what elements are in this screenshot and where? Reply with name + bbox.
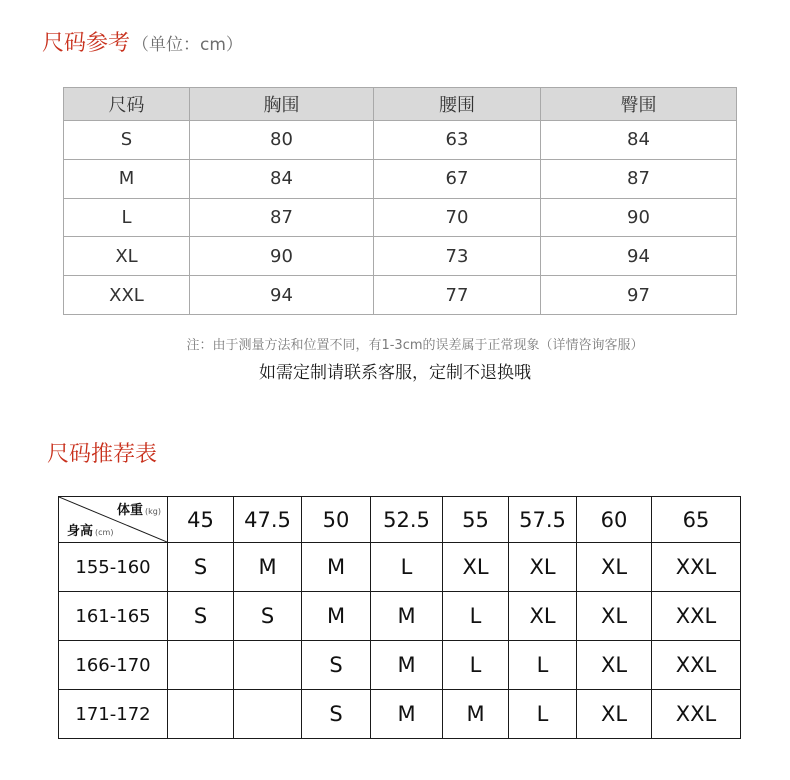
hip-cell: 84 bbox=[541, 121, 737, 160]
size-cell: XXL bbox=[652, 543, 741, 592]
size-cell: XXL bbox=[652, 690, 741, 739]
diagonal-header-cell bbox=[59, 497, 168, 543]
height-label: 身高 bbox=[67, 524, 94, 539]
size-reference-header-row bbox=[64, 88, 737, 121]
size-cell: S bbox=[302, 641, 371, 690]
weight-header-row bbox=[59, 497, 741, 543]
size-reference-title-text: 尺码参考 bbox=[42, 31, 131, 56]
hip-cell: 87 bbox=[541, 159, 737, 198]
size-cell: M bbox=[443, 690, 509, 739]
size-cell: L bbox=[443, 592, 509, 641]
measurement-note bbox=[0, 334, 790, 353]
weight-label: 体重 bbox=[117, 503, 144, 518]
size-cell: XXL bbox=[652, 641, 741, 690]
weight-header-cell: 50 bbox=[302, 497, 371, 543]
waist-cell: 63 bbox=[374, 121, 541, 160]
size-cell: XL bbox=[577, 690, 652, 739]
size-cell: XL bbox=[577, 592, 652, 641]
size-recommendation-title: 尺码推荐表 bbox=[47, 442, 158, 467]
weight-header-cell: 55 bbox=[443, 497, 509, 543]
hip-cell: 97 bbox=[541, 276, 737, 315]
size-cell: S bbox=[302, 690, 371, 739]
table-row bbox=[64, 237, 737, 276]
size-cell: L bbox=[509, 690, 577, 739]
size-cell: S bbox=[168, 543, 234, 592]
size-cell: M bbox=[371, 690, 443, 739]
table-row bbox=[59, 641, 741, 690]
size-cell: M bbox=[302, 592, 371, 641]
col-header-size: 尺码 bbox=[64, 88, 190, 121]
size-cell: S bbox=[168, 592, 234, 641]
height-range-cell: 166-170 bbox=[59, 641, 168, 690]
size-cell bbox=[234, 690, 302, 739]
size-cell: M bbox=[64, 159, 190, 198]
size-cell: M bbox=[302, 543, 371, 592]
size-cell: S bbox=[234, 592, 302, 641]
hip-cell: 94 bbox=[541, 237, 737, 276]
weight-header-cell: 65 bbox=[652, 497, 741, 543]
col-header-waist: 腰围 bbox=[374, 88, 541, 121]
waist-cell: 77 bbox=[374, 276, 541, 315]
table-row bbox=[59, 690, 741, 739]
size-cell: XL bbox=[509, 543, 577, 592]
chest-cell: 87 bbox=[190, 198, 374, 237]
weight-header-cell: 52.5 bbox=[371, 497, 443, 543]
size-cell: L bbox=[371, 543, 443, 592]
size-cell bbox=[234, 641, 302, 690]
height-range-cell: 155-160 bbox=[59, 543, 168, 592]
size-reference-unit: （单位：cm） bbox=[132, 35, 243, 55]
col-header-hip: 臀围 bbox=[541, 88, 737, 121]
size-reference-title bbox=[42, 26, 243, 57]
waist-cell: 73 bbox=[374, 237, 541, 276]
col-header-chest: 胸围 bbox=[190, 88, 374, 121]
size-cell bbox=[168, 641, 234, 690]
measurement-note-text: 注：由于测量方法和位置不同，有1-3cm的误差属于正常现象（详情咨询客服） bbox=[186, 338, 644, 353]
size-cell: XXL bbox=[652, 592, 741, 641]
size-cell: M bbox=[371, 592, 443, 641]
size-cell: L bbox=[509, 641, 577, 690]
size-cell bbox=[168, 690, 234, 739]
size-cell: XXL bbox=[64, 276, 190, 315]
size-recommendation-table bbox=[58, 496, 741, 739]
size-cell: M bbox=[234, 543, 302, 592]
chest-cell: 80 bbox=[190, 121, 374, 160]
custom-order-note: 如需定制请联系客服，定制不退换哦 bbox=[259, 363, 531, 383]
size-cell: XL bbox=[577, 641, 652, 690]
height-axis-label bbox=[67, 520, 113, 539]
weight-header-cell: 45 bbox=[168, 497, 234, 543]
table-row bbox=[59, 592, 741, 641]
size-cell: L bbox=[443, 641, 509, 690]
chest-cell: 90 bbox=[190, 237, 374, 276]
table-row bbox=[64, 198, 737, 237]
weight-header-cell: 57.5 bbox=[509, 497, 577, 543]
size-cell: S bbox=[64, 121, 190, 160]
table-row bbox=[64, 121, 737, 160]
size-cell: M bbox=[371, 641, 443, 690]
weight-unit: (kg) bbox=[145, 507, 161, 516]
chest-cell: 94 bbox=[190, 276, 374, 315]
chest-cell: 84 bbox=[190, 159, 374, 198]
weight-header-cell: 47.5 bbox=[234, 497, 302, 543]
size-cell: XL bbox=[509, 592, 577, 641]
weight-axis-label bbox=[117, 499, 161, 518]
size-cell: XL bbox=[64, 237, 190, 276]
waist-cell: 70 bbox=[374, 198, 541, 237]
waist-cell: 67 bbox=[374, 159, 541, 198]
size-cell: XL bbox=[577, 543, 652, 592]
height-range-cell: 161-165 bbox=[59, 592, 168, 641]
height-range-cell: 171-172 bbox=[59, 690, 168, 739]
table-row bbox=[64, 159, 737, 198]
size-cell: XL bbox=[443, 543, 509, 592]
table-row bbox=[64, 276, 737, 315]
weight-header-cell: 60 bbox=[577, 497, 652, 543]
height-unit: (cm) bbox=[95, 528, 114, 537]
size-reference-table bbox=[63, 87, 737, 315]
size-cell: L bbox=[64, 198, 190, 237]
hip-cell: 90 bbox=[541, 198, 737, 237]
table-row bbox=[59, 543, 741, 592]
